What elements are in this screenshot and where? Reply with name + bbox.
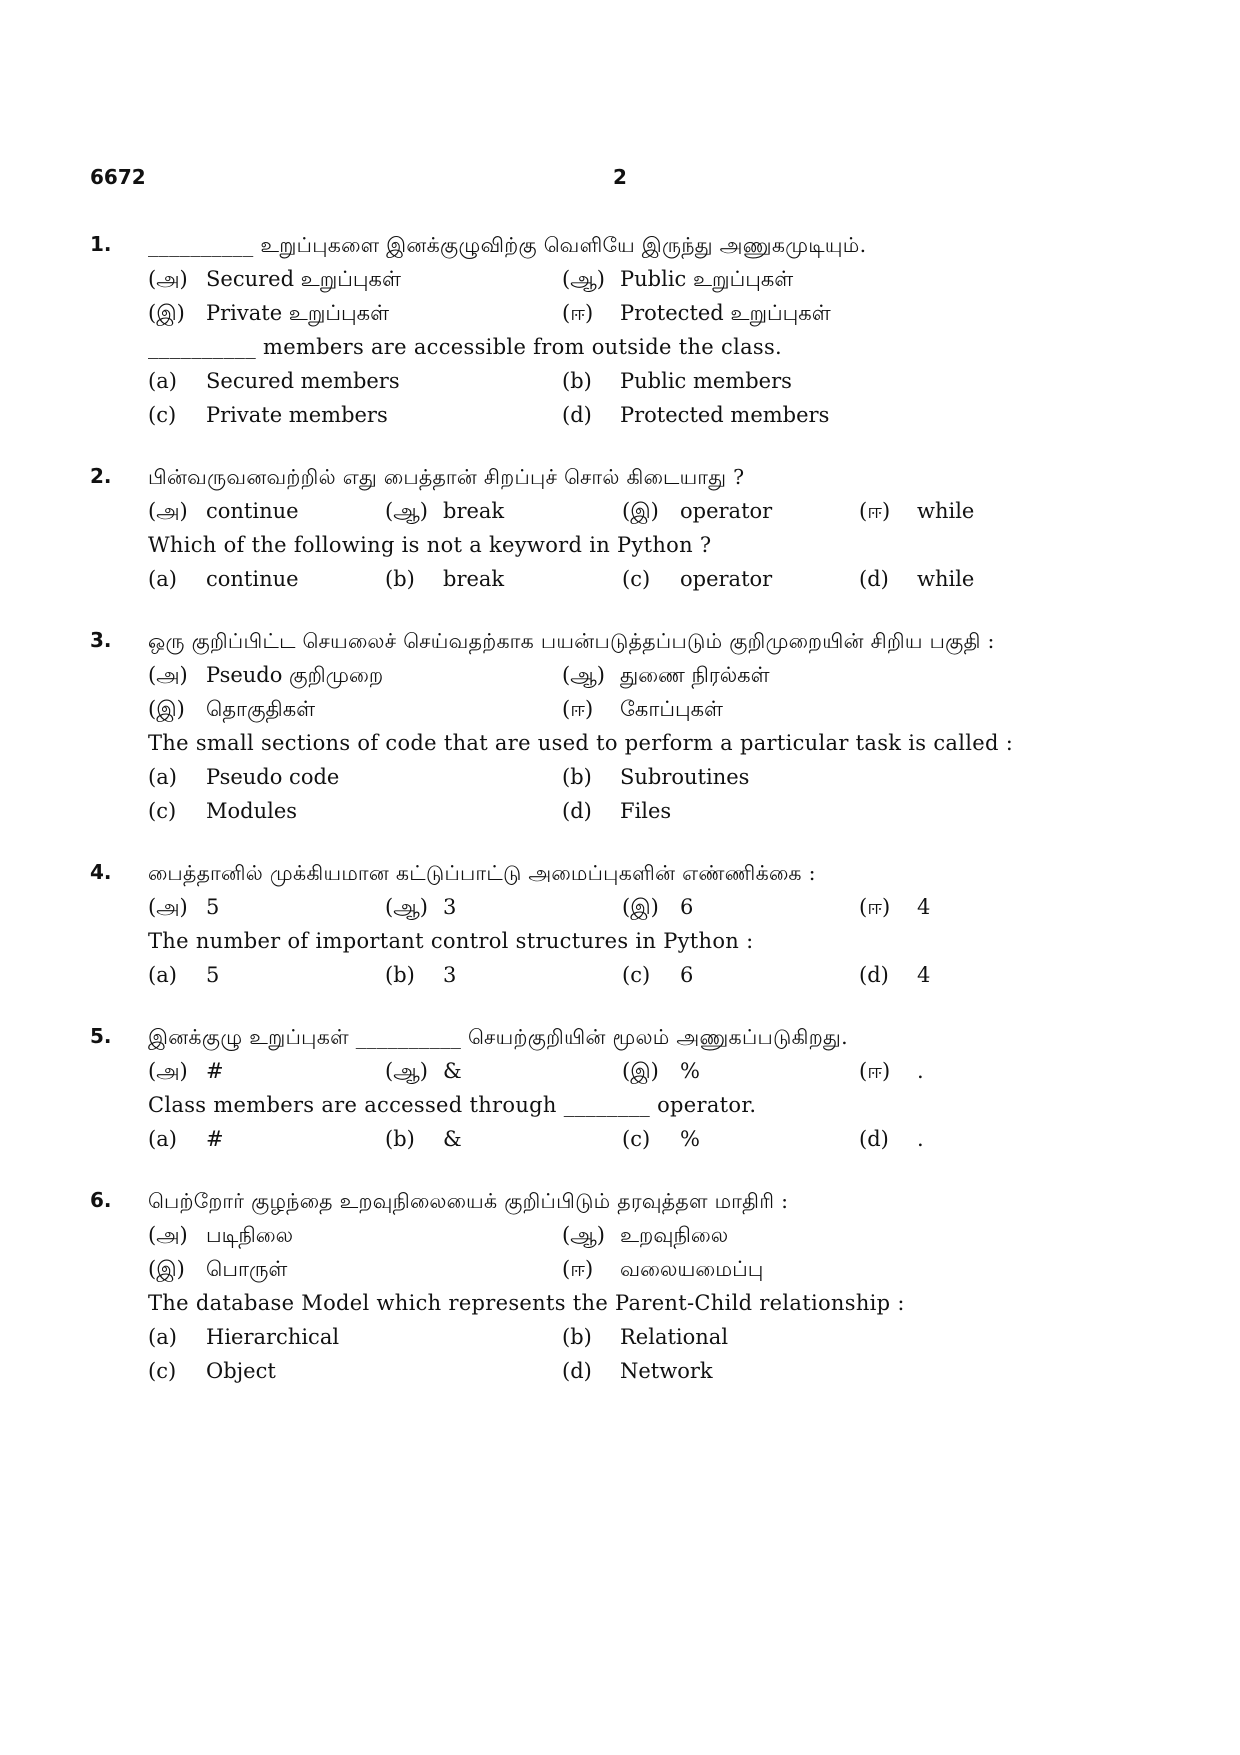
- option-label: (இ): [148, 1257, 185, 1281]
- option-text: 5: [206, 963, 220, 987]
- option-label: (c): [622, 1127, 651, 1151]
- tamil-options: [148, 1054, 1150, 1088]
- option-label: (இ): [148, 697, 185, 721]
- option-b: [385, 562, 622, 596]
- page-header: [90, 165, 1150, 195]
- option-label: (b): [385, 567, 415, 591]
- option-label: (ஈ): [859, 499, 891, 523]
- option-label: (c): [148, 1359, 177, 1383]
- option-b: [562, 1320, 976, 1354]
- question-number: 1.: [90, 232, 112, 256]
- option-text: Pseudo code: [206, 765, 340, 789]
- option-label: (ஆ): [562, 267, 605, 291]
- option-text: Modules: [206, 799, 298, 823]
- option-label: (a): [148, 567, 177, 591]
- option-b: [562, 760, 976, 794]
- option-label: (d): [859, 567, 889, 591]
- option-text: Subroutines: [620, 765, 750, 789]
- page-number: 2: [613, 165, 627, 189]
- question-number: 2.: [90, 464, 112, 488]
- option-label: (அ): [148, 499, 188, 523]
- option-c: [622, 1122, 859, 1156]
- option-label: (d): [859, 1127, 889, 1151]
- option-text: %: [680, 1059, 700, 1083]
- option-label: (ஈ): [859, 895, 891, 919]
- option-c: [148, 1354, 562, 1388]
- option-label: (ஆ): [562, 663, 605, 687]
- option-a-tamil: [148, 494, 385, 528]
- option-text: operator: [680, 499, 773, 523]
- option-label: (c): [622, 567, 651, 591]
- option-d-tamil: [859, 1054, 1096, 1088]
- option-a-tamil: [148, 262, 562, 296]
- option-text: 6: [680, 963, 694, 987]
- tamil-options: [148, 890, 1150, 924]
- option-d: [562, 1354, 976, 1388]
- option-text: Public உறுப்புகள்: [620, 267, 794, 291]
- option-text: Public members: [620, 369, 792, 393]
- option-a: [148, 760, 562, 794]
- option-d-tamil: [859, 494, 1096, 528]
- option-a-tamil: [148, 1218, 562, 1252]
- option-label: (ஆ): [385, 1059, 428, 1083]
- option-text: Files: [620, 799, 672, 823]
- question-4: [90, 856, 1150, 992]
- option-text: பொருள்: [206, 1257, 288, 1281]
- english-question-text: The small sections of code that are used to perform a particular task is called :: [148, 731, 1014, 755]
- question-2: [90, 460, 1150, 596]
- english-options: [148, 1122, 1150, 1156]
- english-options: [148, 1320, 1150, 1388]
- question-5: [90, 1020, 1150, 1156]
- option-label: (d): [562, 1359, 592, 1383]
- option-c: [622, 958, 859, 992]
- option-c-tamil: [148, 1252, 562, 1286]
- option-a-tamil: [148, 658, 562, 692]
- paper-code: 6672: [90, 165, 146, 189]
- option-b-tamil: [562, 262, 976, 296]
- option-text: கோப்புகள்: [620, 697, 723, 721]
- option-label: (அ): [148, 895, 188, 919]
- question-number: 3.: [90, 628, 112, 652]
- option-label: (ஈ): [859, 1059, 891, 1083]
- tamil-options: [148, 658, 1150, 726]
- option-b-tamil: [385, 890, 622, 924]
- option-a: [148, 364, 562, 398]
- option-a: [148, 958, 385, 992]
- option-text: Object: [206, 1359, 276, 1383]
- option-a-tamil: [148, 1054, 385, 1088]
- option-label: (ஆ): [385, 499, 428, 523]
- option-label: (b): [562, 765, 592, 789]
- option-text: while: [917, 499, 975, 523]
- option-label: (d): [562, 799, 592, 823]
- option-label: (ஆ): [562, 1223, 605, 1247]
- option-text: Protected உறுப்புகள்: [620, 301, 831, 325]
- tamil-question-text: ஒரு குறிப்பிட்ட செயலைச் செய்வதற்காக பயன்படுத்தப்படும் குறிமுறையின் சிறிய பகுதி :: [148, 629, 995, 653]
- english-question-text: The database Model which represents the Parent-Child relationship :: [148, 1291, 905, 1315]
- option-text: break: [443, 499, 505, 523]
- option-label: (a): [148, 369, 177, 393]
- option-d: [859, 562, 1096, 596]
- option-text: Pseudo குறிமுறை: [206, 663, 384, 687]
- option-c-tamil: [148, 692, 562, 726]
- option-label: (a): [148, 1325, 177, 1349]
- option-label: (c): [622, 963, 651, 987]
- tamil-options: [148, 494, 1150, 528]
- option-d: [562, 398, 976, 432]
- option-label: (b): [562, 369, 592, 393]
- option-text: &: [443, 1059, 462, 1083]
- english-question-text: __________ members are accessible from outside the class.: [148, 335, 783, 359]
- option-text: துணை நிரல்கள்: [620, 663, 770, 687]
- option-d: [859, 1122, 1096, 1156]
- option-text: 4: [917, 963, 931, 987]
- option-label: (a): [148, 963, 177, 987]
- option-label: (ஈ): [562, 1257, 594, 1281]
- option-text: Private உறுப்புகள்: [206, 301, 390, 325]
- question-number: 5.: [90, 1024, 112, 1048]
- option-d: [859, 958, 1096, 992]
- option-text: .: [917, 1059, 924, 1083]
- option-text: .: [917, 1127, 924, 1151]
- option-text: #: [206, 1059, 224, 1083]
- option-label: (அ): [148, 1059, 188, 1083]
- option-text: Hierarchical: [206, 1325, 340, 1349]
- option-text: break: [443, 567, 505, 591]
- option-text: Protected members: [620, 403, 830, 427]
- option-text: Relational: [620, 1325, 729, 1349]
- option-text: &: [443, 1127, 462, 1151]
- tamil-question-text: பெற்றோர் குழந்தை உறவுநிலையைக் குறிப்பிடும் தரவுத்தள மாதிரி :: [148, 1189, 789, 1213]
- option-text: continue: [206, 499, 299, 523]
- tamil-question-text: __________ உறுப்புகளை இனக்குழுவிற்கு வெளியே இருந்து அணுகமுடியும்.: [148, 233, 867, 257]
- option-text: operator: [680, 567, 773, 591]
- option-text: உறவுநிலை: [620, 1223, 729, 1247]
- option-text: தொகுதிகள்: [206, 697, 316, 721]
- option-label: (b): [385, 963, 415, 987]
- option-b: [385, 958, 622, 992]
- option-c-tamil: [622, 494, 859, 528]
- option-label: (ஈ): [562, 301, 594, 325]
- option-label: (c): [148, 799, 177, 823]
- option-label: (b): [385, 1127, 415, 1151]
- option-text: %: [680, 1127, 700, 1151]
- option-c-tamil: [148, 296, 562, 330]
- option-b-tamil: [385, 494, 622, 528]
- option-label: (இ): [622, 499, 659, 523]
- option-text: continue: [206, 567, 299, 591]
- english-question-text: Which of the following is not a keyword in Python ?: [148, 533, 712, 557]
- option-label: (அ): [148, 1223, 188, 1247]
- option-label: (இ): [622, 895, 659, 919]
- option-text: 3: [443, 963, 457, 987]
- option-c: [148, 794, 562, 828]
- option-c: [148, 398, 562, 432]
- option-text: while: [917, 567, 975, 591]
- option-label: (a): [148, 1127, 177, 1151]
- option-label: (d): [562, 403, 592, 427]
- option-text: Secured members: [206, 369, 400, 393]
- tamil-options: [148, 1218, 1150, 1286]
- question-6: [90, 1184, 1150, 1388]
- question-number: 6.: [90, 1188, 112, 1212]
- option-d-tamil: [562, 1252, 976, 1286]
- english-options: [148, 562, 1150, 596]
- option-a: [148, 1122, 385, 1156]
- option-a-tamil: [148, 890, 385, 924]
- option-label: (c): [148, 403, 177, 427]
- option-label: (ஈ): [562, 697, 594, 721]
- option-label: (a): [148, 765, 177, 789]
- english-options: [148, 958, 1150, 992]
- tamil-question-text: பின்வருவனவற்றில் எது பைத்தான் சிறப்புச் சொல் கிடையாது ?: [148, 465, 745, 489]
- option-text: 3: [443, 895, 457, 919]
- option-b: [385, 1122, 622, 1156]
- option-b-tamil: [562, 658, 976, 692]
- option-text: Secured உறுப்புகள்: [206, 267, 401, 291]
- option-text: Private members: [206, 403, 388, 427]
- option-label: (ஆ): [385, 895, 428, 919]
- english-question-text: The number of important control structures in Python :: [148, 929, 754, 953]
- option-text: 5: [206, 895, 220, 919]
- question-number: 4.: [90, 860, 112, 884]
- option-b-tamil: [562, 1218, 976, 1252]
- tamil-options: [148, 262, 1150, 330]
- option-b: [562, 364, 976, 398]
- question-1: [90, 228, 1150, 432]
- option-label: (அ): [148, 663, 188, 687]
- option-d-tamil: [562, 692, 976, 726]
- option-d-tamil: [562, 296, 976, 330]
- tamil-question-text: இனக்குழு உறுப்புகள் __________ செயற்குறியின் மூலம் அணுகப்படுகிறது.: [148, 1025, 848, 1049]
- english-options: [148, 364, 1150, 432]
- option-text: #: [206, 1127, 224, 1151]
- option-c-tamil: [622, 890, 859, 924]
- question-3: [90, 624, 1150, 828]
- option-a: [148, 562, 385, 596]
- option-label: (இ): [148, 301, 185, 325]
- option-label: (அ): [148, 267, 188, 291]
- tamil-question-text: பைத்தானில் முக்கியமான கட்டுப்பாட்டு அமைப்புகளின் எண்ணிக்கை :: [148, 861, 816, 885]
- option-text: 4: [917, 895, 931, 919]
- option-text: படிநிலை: [206, 1223, 294, 1247]
- option-b-tamil: [385, 1054, 622, 1088]
- option-label: (d): [859, 963, 889, 987]
- english-options: [148, 760, 1150, 828]
- option-a: [148, 1320, 562, 1354]
- option-label: (இ): [622, 1059, 659, 1083]
- question-list: [90, 228, 1150, 1416]
- english-question-text: Class members are accessed through ________ operator.: [148, 1093, 757, 1117]
- option-d-tamil: [859, 890, 1096, 924]
- option-d: [562, 794, 976, 828]
- option-text: Network: [620, 1359, 713, 1383]
- option-text: 6: [680, 895, 694, 919]
- option-label: (b): [562, 1325, 592, 1349]
- option-c: [622, 562, 859, 596]
- option-text: வலையமைப்பு: [620, 1257, 764, 1281]
- option-c-tamil: [622, 1054, 859, 1088]
